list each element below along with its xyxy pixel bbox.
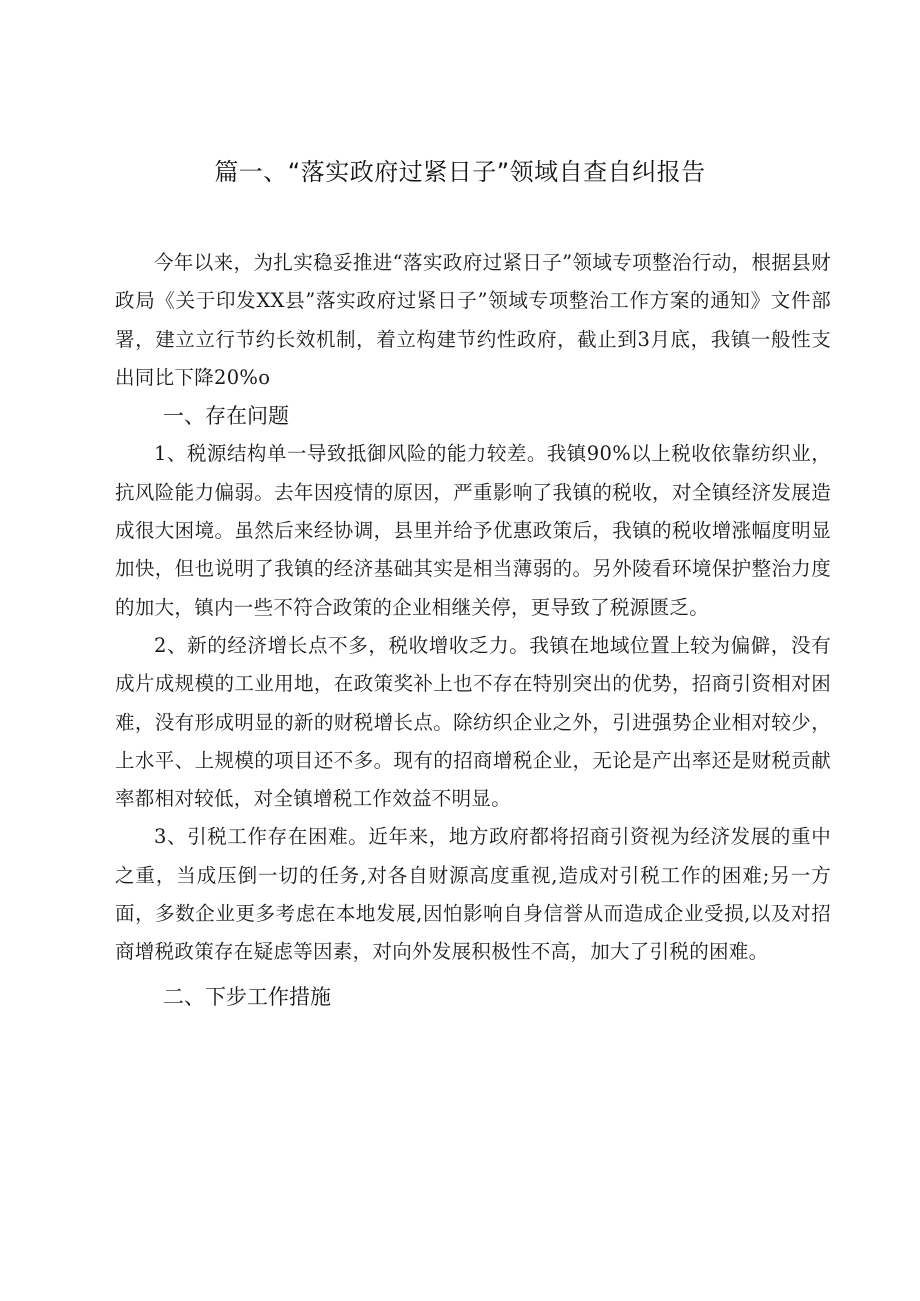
document-title: 篇一、“落实政府过紧日子”领域自查自纠报告 [214, 158, 706, 186]
section-heading-problems: 一、存在问题 [163, 404, 289, 429]
section-heading-next-steps: 二、下步工作措施 [163, 984, 331, 1009]
problem-paragraph-2: 2、新的经济增长点不多，税收增收乏力。我镇在地域位置上较为偏僻，没有成片成规模的工业用地，在政策奖补上也不存在特别突出的优势，招商引资相对困难，没有形成明显的新的财税增长点。除纺织企业之外，引进强势企业相对较少，上水平、上规模的项目还不多。现有的招商增税企业，无论是产出率还是财税贡献率都相对较低，对全镇增税工作效益不明显。 [115, 633, 831, 811]
problem-paragraph-1: 1、税源结构单一导致抵御风险的能力较差。我镇90%以上税收依靠纺织业，抗风险能力偏弱。去年因疫情的原因，严重影响了我镇的税收，对全镇经济发展造成很大困境。虽然后来经协调，县里并给予优惠政策后，我镇的税收增涨幅度明显加快，但也说明了我镇的经济基础其实是相当薄弱的。另外陵看环境保护整治力度的加大，镇内一些不符合政策的企业相继关停，更导致了税源匮乏。 [115, 442, 831, 619]
problem-paragraph-3: 3、引税工作存在困难。近年来，地方政府都将招商引资视为经济发展的重中之重，当成压倒一切的任务,对各自财源高度重视,造成对引税工作的困难;另一方面，多数企业更多考虑在本地发展,因怕影响自身信誉从而造成企业受损,以及对招商增税政策存在疑虑等因素，对向外发展积极性不高，加大了引税的困难。 [115, 825, 831, 964]
intro-paragraph: 今年以来，为扎实稳妥推进“落实政府过紧日子”领域专项整治行动，根据县财政局《关于印发XX县”落实政府过紧日子”领域专项整治工作方案的通知》文件部署，建立立行节约长效机制，着立构建节约性政府，截止到3月底，我镇一般性支出同比下降20%o [115, 251, 831, 389]
document-body [115, 244, 831, 1016]
